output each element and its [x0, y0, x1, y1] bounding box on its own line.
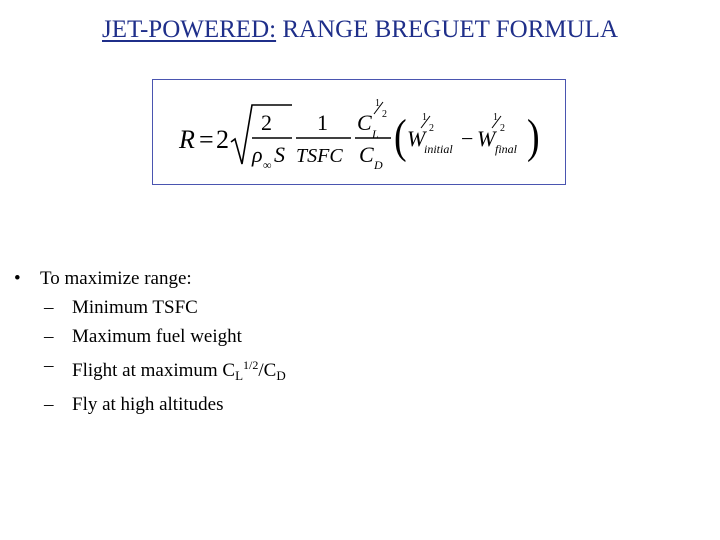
CL-C: C [357, 110, 372, 135]
sub-item [14, 390, 286, 419]
CL-subscript: L [372, 127, 379, 141]
Wi-exp-den: 2 [429, 123, 434, 134]
formula-minus: − [461, 126, 474, 151]
Wi-exp-num: 1 [422, 112, 427, 123]
sub-item [14, 322, 286, 351]
sub-item-text: Minimum TSFC [72, 297, 198, 318]
sub-item-pre: Flight at maximum C [72, 360, 236, 381]
formula-coef: 2 [216, 125, 229, 154]
sub-item [14, 293, 286, 322]
bullet-main-text: To maximize range: [40, 268, 192, 289]
sub-item-text: Fly at high altitudes [72, 394, 224, 415]
W-initial: W [407, 126, 426, 151]
dash-marker: – [44, 326, 54, 347]
title-rest: RANGE BREGUET FORMULA [276, 16, 618, 43]
CL-exp-den: 2 [382, 109, 387, 120]
W-final-subscript: final [495, 142, 518, 156]
sub-item-mid: /C [258, 360, 277, 381]
infinity-subscript: ∞ [263, 158, 272, 172]
CD-C: C [359, 142, 374, 167]
Wf-exp-num: 1 [493, 112, 498, 123]
left-paren: ( [394, 111, 407, 164]
bullet-main [14, 264, 286, 293]
sub-item-text: Maximum fuel weight [72, 326, 242, 347]
right-paren: ) [527, 111, 540, 164]
formula-R: R [179, 125, 195, 154]
dash-marker: – [44, 355, 54, 376]
sqrt-numerator: 2 [261, 110, 272, 135]
sub-item [14, 351, 286, 390]
frac2-numerator: 1 [317, 110, 328, 135]
formula-equals: = [199, 125, 214, 154]
wing-area-S: S [274, 142, 285, 167]
W-initial-subscript: initial [424, 142, 453, 156]
rho-symbol: ρ [252, 142, 263, 167]
W-final: W [477, 126, 496, 151]
CD-subscript: D [374, 158, 383, 172]
formula-box [152, 79, 566, 185]
Wf-exp-den: 2 [500, 123, 505, 134]
dash-marker: – [44, 297, 54, 318]
bullet-list [14, 264, 286, 419]
breguet-formula [153, 80, 567, 186]
bullet-marker: • [14, 268, 21, 289]
frac2-denominator: TSFC [296, 145, 343, 167]
dash-marker: – [44, 394, 54, 415]
CL-sup-text: 1/2 [243, 358, 259, 372]
CD-sub-text: D [276, 368, 286, 383]
CL-sub-text: L [235, 368, 244, 383]
CL-exp-num: 1 [375, 98, 380, 109]
title-underlined: JET-POWERED: [102, 16, 277, 43]
slide-title [0, 16, 720, 44]
